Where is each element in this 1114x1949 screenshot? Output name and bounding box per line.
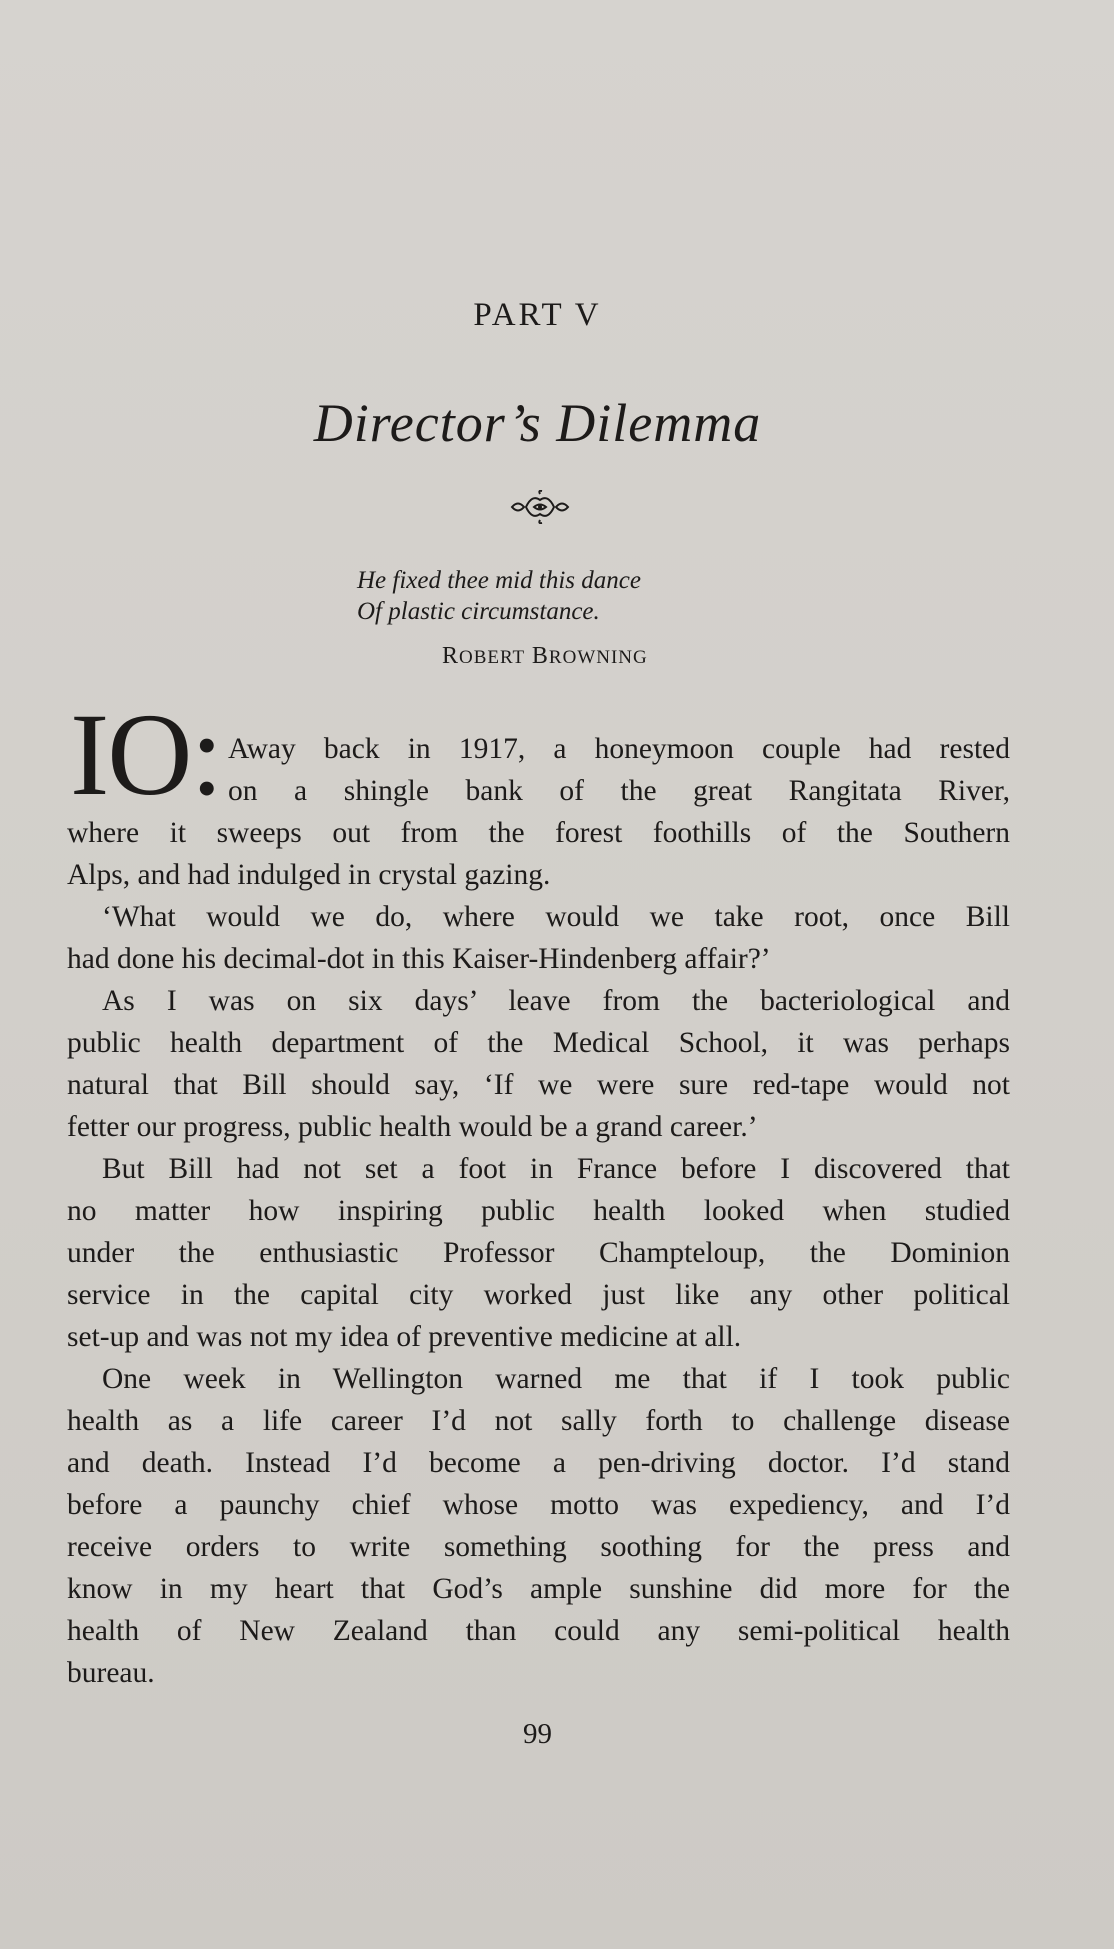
text-line: health of New Zealand than could any semi-political health xyxy=(67,1615,1010,1647)
page-number: 99 xyxy=(523,1718,552,1750)
epigraph xyxy=(357,565,641,627)
attribution-smallcaps: ROWNING xyxy=(548,647,648,668)
text-line: on a shingle bank of the great Rangitata River, xyxy=(228,775,1010,807)
text-line: set-up and was not my idea of preventive medicine at all. xyxy=(67,1321,742,1353)
epigraph-line: Of plastic circumstance. xyxy=(357,598,600,625)
text-line: Alps, and had indulged in crystal gazing. xyxy=(67,859,551,891)
text-line: and death. Instead I’d become a pen-driving doctor. I’d stand xyxy=(67,1447,1010,1479)
text-line: One week in Wellington warned me that if I took public xyxy=(102,1363,1010,1395)
chapter-title: Director’s Dilemma xyxy=(313,393,762,453)
text-line: no matter how inspiring public health looked when studied xyxy=(67,1195,1010,1227)
text-line: natural that Bill should say, ‘If we were sure red-tape would not xyxy=(67,1069,1010,1101)
epigraph-line: He fixed thee mid this dance xyxy=(357,567,641,594)
text-line: health as a life career I’d not sally forth to challenge disease xyxy=(67,1405,1010,1437)
chapter-number-dropcap: IO: xyxy=(70,689,222,820)
text-line: under the enthusiastic Professor Champteloup, the Dominion xyxy=(67,1237,1010,1269)
attribution-smallcaps: OBERT xyxy=(459,647,526,668)
text-line: service in the capital city worked just like any other political xyxy=(67,1279,1010,1311)
text-line: public health department of the Medical School, it was perhaps xyxy=(67,1027,1010,1059)
epigraph-attribution xyxy=(442,643,648,670)
attribution-initial: R xyxy=(442,643,460,669)
attribution-initial: B xyxy=(531,643,549,669)
body-text xyxy=(67,812,1010,1694)
text-line: know in my heart that God’s ample sunshine did more for the xyxy=(67,1573,1010,1605)
text-line: bureau. xyxy=(67,1657,155,1689)
text-line: where it sweeps out from the forest foothills of the Southern xyxy=(67,817,1010,849)
text-line: Away back in 1917, a honeymoon couple had rested xyxy=(228,733,1010,765)
text-line: ‘What would we do, where would we take root, once Bill xyxy=(102,901,1010,933)
fleuron-ornament-icon xyxy=(508,490,572,524)
opening-lines xyxy=(228,728,1010,812)
part-label: PART V xyxy=(473,297,602,333)
text-line: But Bill had not set a foot in France before I discovered that xyxy=(102,1153,1010,1185)
text-line: fetter our progress, public health would be a grand career.’ xyxy=(67,1111,758,1143)
text-line: receive orders to write something soothing for the press and xyxy=(67,1531,1010,1563)
text-line: before a paunchy chief whose motto was expediency, and I’d xyxy=(67,1489,1010,1521)
text-line: As I was on six days’ leave from the bacteriological and xyxy=(102,985,1010,1017)
text-line: had done his decimal-dot in this Kaiser-Hindenberg affair?’ xyxy=(67,943,771,975)
